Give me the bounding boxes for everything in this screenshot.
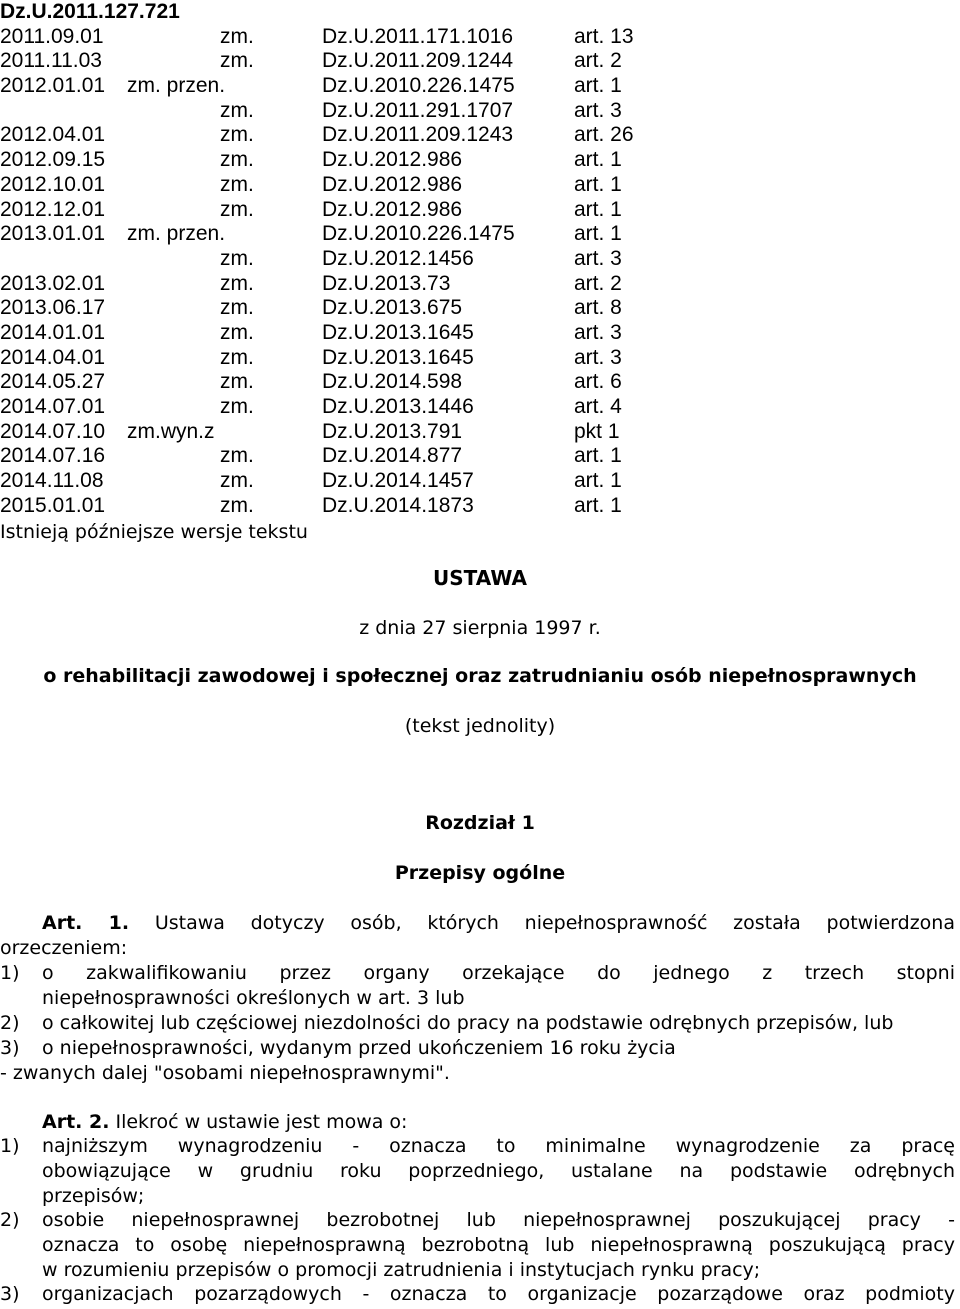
amendment-source: Dz.U.2012.986 bbox=[322, 148, 463, 172]
art2-item1-line3: przepisów; bbox=[42, 1185, 145, 1207]
art1-intro-line2: orzeczeniem: bbox=[0, 937, 128, 959]
amendment-date: 2015.01.01 bbox=[0, 493, 106, 517]
amendment-type: zm. bbox=[220, 296, 254, 320]
art2-item2-line3: w rozumieniu przepisów o promocji zatrudnienia i instytucjach rynku pracy; bbox=[42, 1259, 761, 1281]
amendment-row bbox=[0, 444, 700, 469]
act-date: z dnia 27 sierpnia 1997 r. bbox=[359, 617, 601, 639]
amendment-row bbox=[0, 99, 700, 124]
art2-intro-text: Ilekroć w ustawie jest mowa o: bbox=[115, 1111, 408, 1133]
art1-closing: - zwanych dalej "osobami niepełnosprawnymi". bbox=[0, 1062, 450, 1084]
amendment-source: Dz.U.2013.73 bbox=[322, 271, 451, 295]
amendment-date: 2013.06.17 bbox=[0, 296, 106, 320]
amendment-row bbox=[0, 296, 700, 321]
amendment-row bbox=[0, 469, 700, 494]
journal-reference: Dz.U.2011.127.721 bbox=[0, 0, 180, 23]
amendment-article: art. 1 bbox=[574, 74, 622, 98]
amendment-article: art. 26 bbox=[574, 123, 634, 147]
art2-label: Art. 2. bbox=[42, 1111, 110, 1133]
act-title: USTAWA bbox=[433, 566, 527, 590]
amendment-type: zm. bbox=[220, 469, 254, 493]
amendment-type: zm. bbox=[220, 345, 254, 369]
amendment-row bbox=[0, 148, 700, 173]
amendment-article: art. 8 bbox=[574, 296, 622, 320]
amendment-article: art. 4 bbox=[574, 395, 622, 418]
amendment-row bbox=[0, 370, 700, 395]
amendment-type: zm. bbox=[220, 246, 254, 270]
amendment-date: 2013.01.01 bbox=[0, 222, 106, 246]
amendment-date: 2014.07.16 bbox=[0, 444, 106, 468]
amendment-source: Dz.U.2012.986 bbox=[322, 197, 463, 221]
amendment-type: zm. bbox=[220, 49, 254, 73]
art1-item1-line2: niepełnosprawności określonych w art. 3 lub bbox=[42, 987, 465, 1009]
amendment-type: zm. bbox=[220, 395, 254, 418]
amendment-type: zm. bbox=[220, 370, 254, 394]
amendment-source: Dz.U.2014.598 bbox=[322, 370, 463, 394]
amendment-article: art. 6 bbox=[574, 370, 622, 394]
amendment-source: Dz.U.2014.1873 bbox=[322, 493, 474, 517]
consolidated-text-label: (tekst jednolity) bbox=[404, 715, 556, 737]
amendment-type: zm. bbox=[220, 444, 254, 468]
art1-item2-number: 2) bbox=[0, 1012, 20, 1034]
amendment-article: art. 2 bbox=[574, 271, 622, 295]
amendment-article: pkt 1 bbox=[574, 419, 620, 443]
art1-item2-line1: o całkowitej lub częściowej niezdolności do pracy na podstawie odrębnych przepisów, lub bbox=[42, 1012, 894, 1034]
amendment-row bbox=[0, 49, 700, 74]
art2-item2-number: 2) bbox=[0, 1209, 20, 1231]
amendment-type: zm. bbox=[220, 98, 254, 122]
art1-intro-line1: Ustawa dotyczy osób, których niepełnosprawność została potwierdzona bbox=[154, 912, 955, 934]
amendment-row bbox=[0, 272, 700, 297]
amendment-article: art. 1 bbox=[574, 493, 622, 517]
amendment-source: Dz.U.2013.1645 bbox=[322, 345, 474, 369]
art2-item2-line2: oznacza to osobę niepełnosprawną bezrobotną lub niepełnosprawną poszukującą pracy bbox=[42, 1234, 955, 1256]
art2-item2-line1: osobie niepełnosprawnej bezrobotnej lub niepełnosprawnej poszukującej pracy - bbox=[42, 1209, 955, 1231]
amendment-article: art. 1 bbox=[574, 444, 622, 468]
amendment-date: 2013.02.01 bbox=[0, 271, 106, 295]
amendment-type: zm. bbox=[220, 197, 254, 221]
amendment-type: zm. bbox=[220, 493, 254, 517]
art2-item3-number: 3) bbox=[0, 1283, 20, 1305]
amendment-row bbox=[0, 123, 700, 148]
amendment-source: Dz.U.2013.791 bbox=[322, 419, 463, 443]
amendment-article: art. 1 bbox=[574, 197, 622, 221]
amendment-type: zm. bbox=[220, 320, 254, 344]
art2-item1-line1: najniższym wynagrodzeniu - oznacza to minimalne wynagrodzenie za pracę bbox=[42, 1135, 955, 1157]
amendment-article: art. 3 bbox=[574, 246, 622, 270]
amendment-row bbox=[0, 222, 700, 247]
amendment-row bbox=[0, 346, 700, 371]
amendment-date: 2014.04.01 bbox=[0, 345, 106, 369]
amendment-date: 2014.07.01 bbox=[0, 395, 106, 418]
amendment-row bbox=[0, 494, 700, 519]
amendment-date: 2011.11.03 bbox=[0, 49, 102, 73]
amendment-type: zm. bbox=[220, 123, 254, 147]
amendment-article: art. 3 bbox=[574, 98, 622, 122]
amendment-article: art. 2 bbox=[574, 49, 622, 73]
art2-item1-line2: obowiązujące w grudniu roku poprzedniego, ustalane na podstawie odrębnych bbox=[42, 1160, 955, 1182]
art1-item1-line1: o zakwalifikowaniu przez organy orzekające do jednego z trzech stopni bbox=[42, 962, 955, 984]
amendment-date: 2014.11.08 bbox=[0, 469, 104, 493]
amendment-source: Dz.U.2011.291.1707 bbox=[322, 98, 514, 122]
amendment-row bbox=[0, 74, 700, 99]
act-subject: o rehabilitacji zawodowej i społecznej oraz zatrudnianiu osób niepełnosprawnych bbox=[43, 665, 917, 687]
amendment-source: Dz.U.2013.675 bbox=[322, 296, 463, 320]
art2-item1-number: 1) bbox=[0, 1135, 20, 1157]
later-versions-note: Istnieją późniejsze wersje tekstu bbox=[0, 521, 308, 543]
amendment-date: 2012.04.01 bbox=[0, 123, 106, 147]
amendment-type: zm. bbox=[220, 24, 254, 48]
amendment-article: art. 1 bbox=[574, 148, 622, 172]
amendment-source: Dz.U.2013.1446 bbox=[322, 395, 474, 418]
art1-intro bbox=[0, 911, 955, 936]
amendment-row bbox=[0, 321, 700, 346]
amendment-article: art. 1 bbox=[574, 222, 622, 246]
amendment-source: Dz.U.2011.209.1243 bbox=[322, 123, 514, 147]
amendment-article: art. 3 bbox=[574, 345, 622, 369]
amendment-source: Dz.U.2014.1457 bbox=[322, 469, 474, 493]
amendment-row bbox=[0, 420, 700, 445]
amendment-source: Dz.U.2011.171.1016 bbox=[322, 24, 514, 48]
amendment-date: 2014.07.10 bbox=[0, 419, 106, 443]
chapter-title: Przepisy ogólne bbox=[394, 862, 566, 884]
amendment-type: zm. bbox=[220, 271, 254, 295]
amendment-row bbox=[0, 395, 700, 420]
art2-item3-line1: organizacjach pozarządowych - oznacza to organizacje pozarządowe oraz podmioty bbox=[42, 1283, 955, 1305]
amendment-date: 2011.09.01 bbox=[0, 24, 104, 48]
amendment-source: Dz.U.2011.209.1244 bbox=[322, 49, 514, 73]
amendment-article: art. 3 bbox=[574, 320, 622, 344]
amendment-type: zm. przen. bbox=[127, 74, 226, 98]
amendment-date: 2012.09.15 bbox=[0, 148, 106, 172]
amendment-source: Dz.U.2014.877 bbox=[322, 444, 463, 468]
amendment-source: Dz.U.2010.226.1475 bbox=[322, 222, 515, 246]
chapter-label: Rozdział 1 bbox=[425, 812, 535, 834]
amendment-row bbox=[0, 198, 700, 223]
amendment-source: Dz.U.2012.986 bbox=[322, 172, 463, 196]
amendment-date: 2014.05.27 bbox=[0, 370, 106, 394]
art1-item3-number: 3) bbox=[0, 1037, 20, 1059]
amendment-type: zm. przen. bbox=[127, 222, 226, 246]
amendment-type: zm.wyn.z bbox=[127, 419, 215, 443]
amendment-source: Dz.U.2010.226.1475 bbox=[322, 74, 515, 98]
amendment-article: art. 1 bbox=[574, 172, 622, 196]
art1-item1-number: 1) bbox=[0, 962, 20, 984]
amendment-date: 2012.10.01 bbox=[0, 172, 106, 196]
amendment-row bbox=[0, 247, 700, 272]
amendment-date: 2014.01.01 bbox=[0, 320, 106, 344]
amendment-table bbox=[0, 0, 700, 518]
amendment-article: art. 1 bbox=[574, 469, 622, 493]
amendment-source: Dz.U.2012.1456 bbox=[322, 246, 474, 270]
amendment-row bbox=[0, 173, 700, 198]
art1-item3-line1: o niepełnosprawności, wydanym przed ukończeniem 16 roku życia bbox=[42, 1037, 676, 1059]
amendment-type: zm. bbox=[220, 172, 254, 196]
amendment-row bbox=[0, 25, 700, 50]
art1-label: Art. 1. bbox=[42, 912, 130, 934]
amendment-source: Dz.U.2013.1645 bbox=[322, 320, 474, 344]
amendment-date: 2012.01.01 bbox=[0, 74, 106, 98]
amendment-article: art. 13 bbox=[574, 24, 634, 48]
amendment-type: zm. bbox=[220, 148, 254, 172]
art2-intro bbox=[42, 1110, 960, 1135]
amendment-date: 2012.12.01 bbox=[0, 197, 106, 221]
